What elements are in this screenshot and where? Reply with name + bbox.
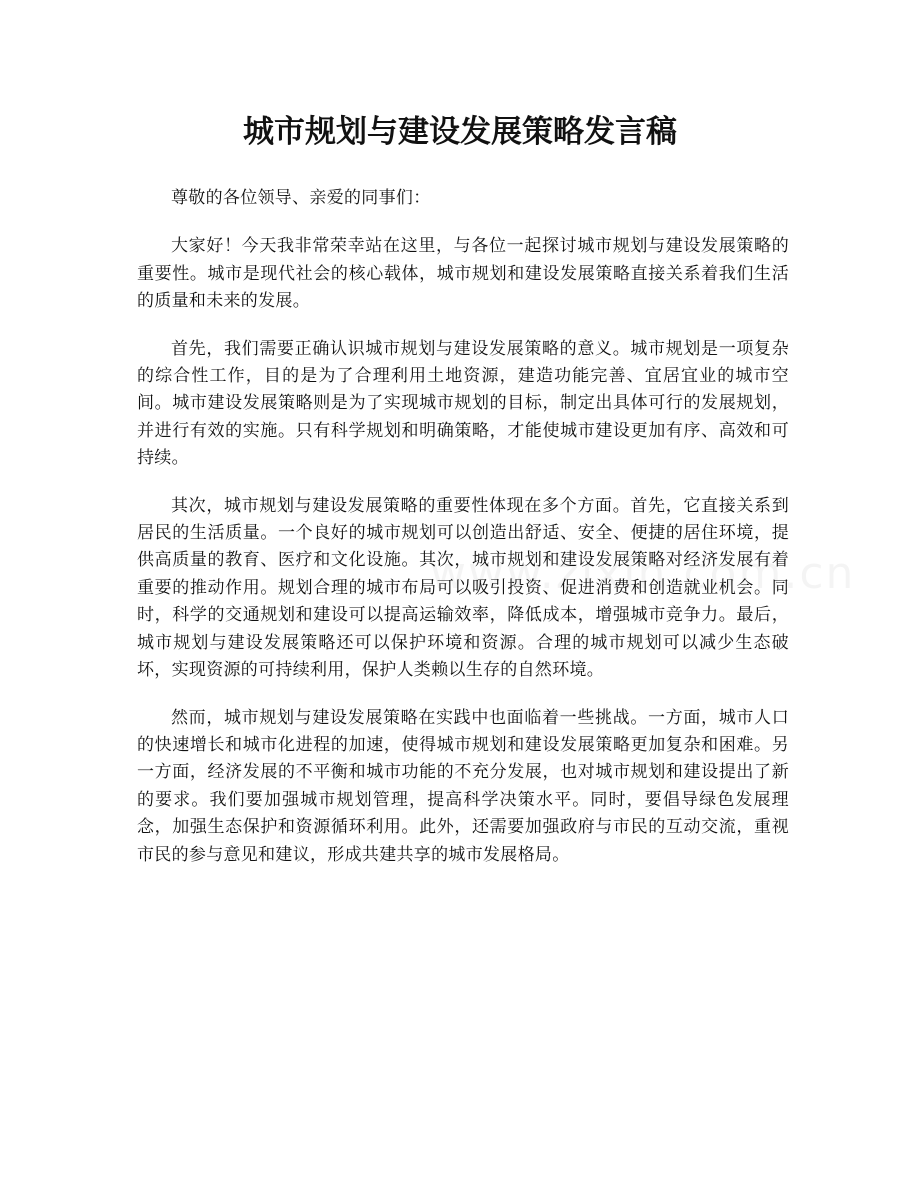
- paragraph-4: 然而，城市规划与建设发展策略在实践中也面临着一些挑战。一方面，城市人口的快速增长和城市化进程的加速，使得城市规划和建设发展策略更加复杂和困难。另一方面，经济发展的不平衡和城市功能的不充分发展，也对城市规划和建设提出了新的要求。我们要加强城市规划管理，提高科学决策水平。同时，要倡导绿色发展理念，加强生态保护和资源循环利用。此外，还需要加强政府与市民的互动交流，重视市民的参与意见和建议，形成共建共享的城市发展格局。: [137, 707, 789, 865]
- salutation: 尊敬的各位领导、亲爱的同事们：: [171, 188, 431, 208]
- paragraph-1: 大家好！今天我非常荣幸站在这里，与各位一起探讨城市规划与建设发展策略的重要性。城市是现代社会的核心载体，城市规划和建设发展策略直接关系着我们生活的质量和未来的发展。: [137, 236, 789, 312]
- document-body: [137, 185, 789, 889]
- document-title: 城市规划与建设发展策略发言稿: [243, 114, 677, 150]
- paragraph-2: 首先，我们需要正确认识城市规划与建设发展策略的意义。城市规划是一项复杂的综合性工作，目的是为了合理利用土地资源，建造功能完善、宜居宜业的城市空间。城市建设发展策略则是为了实现城市规划的目标，制定出具体可行的发展规划，并进行有效的实施。只有科学规划和明确策略，才能使城市建设更加有序、高效和可持续。: [137, 338, 789, 469]
- paragraph-3: 其次，城市规划与建设发展策略的重要性体现在多个方面。首先，它直接关系到居民的生活质量。一个良好的城市规划可以创造出舒适、安全、便捷的居住环境，提供高质量的教育、医疗和文化设施。其次，城市规划和建设发展策略对经济发展有着重要的推动作用。规划合理的城市布局可以吸引投资、促进消费和创造就业机会。同时，科学的交通规划和建设可以提高运输效率，降低成本，增强城市竞争力。最后，城市规划与建设发展策略还可以保护环境和资源。合理的城市规划可以减少生态破坏，实现资源的可持续利用，保护人类赖以生存的自然环境。: [137, 495, 789, 681]
